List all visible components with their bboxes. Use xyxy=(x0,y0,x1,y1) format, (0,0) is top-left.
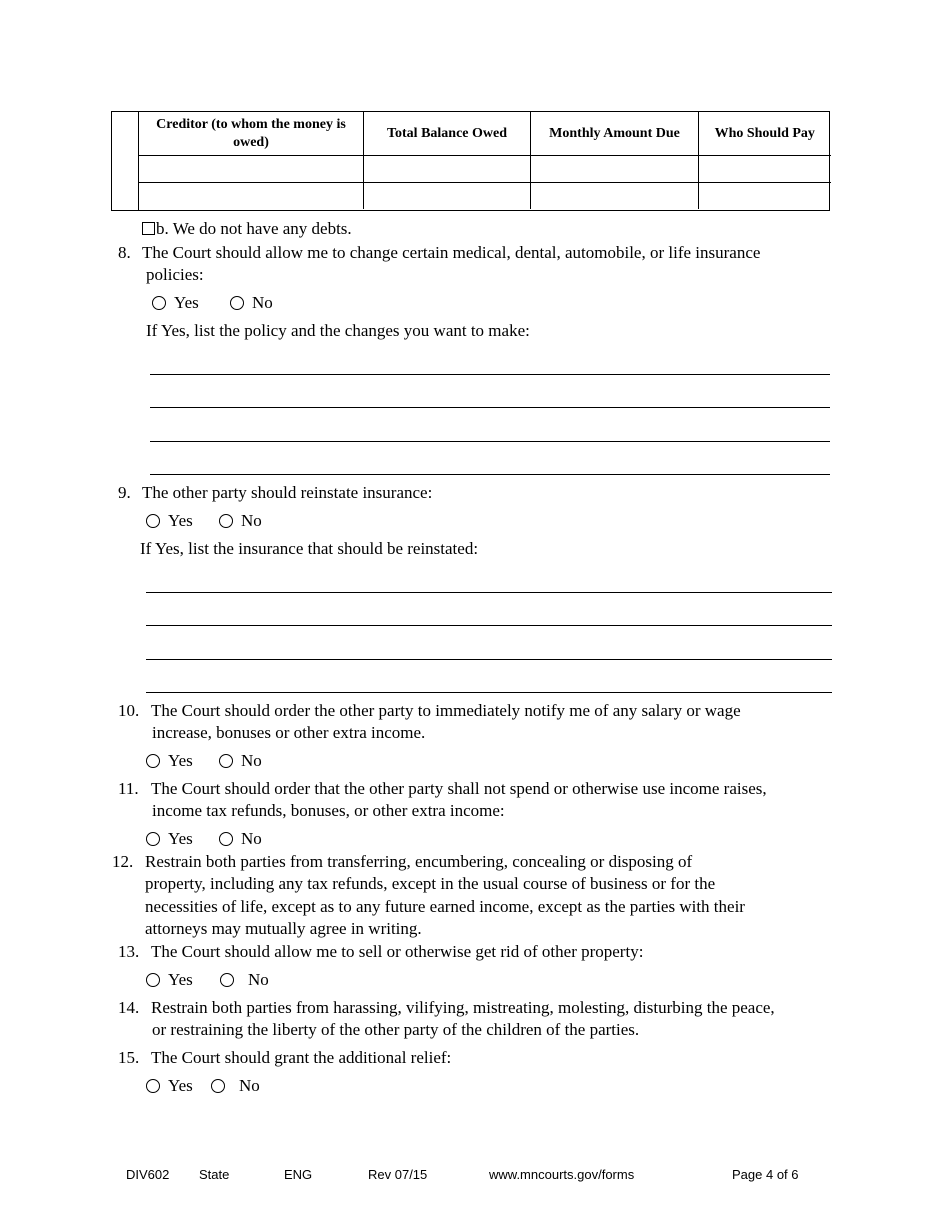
table-cell[interactable] xyxy=(531,183,699,210)
item10-no-label: No xyxy=(241,751,262,770)
item9-answer-line[interactable] xyxy=(146,692,832,693)
item8-number: 8. xyxy=(118,243,131,262)
item8-followup: If Yes, list the policy and the changes you want to make: xyxy=(146,321,530,340)
debts-grid xyxy=(138,112,831,209)
table-header-row xyxy=(139,112,831,156)
item14-number: 14. xyxy=(118,998,140,1017)
item9-text-line1: The other party should reinstate insurance: xyxy=(142,483,433,502)
item12-text-line4: attorneys may mutually agree in writing. xyxy=(145,919,422,938)
table-cell[interactable] xyxy=(139,156,364,183)
table-row xyxy=(139,156,831,183)
item11-text-line1: The Court should order that the other party shall not spend or otherwise use income raises, xyxy=(151,779,767,798)
item15-no-label: No xyxy=(239,1076,260,1095)
item9-answer-line[interactable] xyxy=(146,625,832,626)
item10-text-line2: increase, bonuses or other extra income. xyxy=(152,723,426,742)
footer-language: ENG xyxy=(284,1167,313,1182)
item12-number: 12. xyxy=(112,852,134,871)
item14-text-line1: Restrain both parties from harassing, vilifying, mistreating, molesting, disturbing the peace, xyxy=(151,998,775,1017)
item15-no-radio[interactable] xyxy=(211,1079,225,1093)
item15-yes-radio[interactable] xyxy=(146,1079,160,1093)
item9-number: 9. xyxy=(118,483,131,502)
item13-yes-radio[interactable] xyxy=(146,973,160,987)
item11-yes-label: Yes xyxy=(168,829,193,848)
item8-answer-line[interactable] xyxy=(150,441,830,442)
header-total-balance: Total Balance Owed xyxy=(364,112,531,156)
item10-number: 10. xyxy=(118,701,140,720)
table-cell[interactable] xyxy=(139,183,364,210)
debts-table xyxy=(111,111,830,211)
item8-answer-line[interactable] xyxy=(150,407,830,408)
item13-yes-label: Yes xyxy=(168,970,193,989)
item13-no-radio[interactable] xyxy=(220,973,234,987)
table-checkbox-column xyxy=(112,112,139,210)
item9-answer-line[interactable] xyxy=(146,659,832,660)
item13-text-line1: The Court should allow me to sell or otherwise get rid of other property: xyxy=(151,942,644,961)
item10-yes-radio[interactable] xyxy=(146,754,160,768)
item11-number: 11. xyxy=(118,779,139,798)
item9-yes-label: Yes xyxy=(168,511,193,530)
item13-no-label: No xyxy=(248,970,269,989)
item12-text-line3: necessities of life, except as to any future earned income, except as the parties with their xyxy=(145,897,745,916)
table-cell[interactable] xyxy=(699,156,831,183)
item11-no-label: No xyxy=(241,829,262,848)
header-who-should-pay: Who Should Pay xyxy=(699,112,831,156)
item11-text-line2: income tax refunds, bonuses, or other extra income: xyxy=(152,801,505,820)
item15-text-line1: The Court should grant the additional relief: xyxy=(151,1048,452,1067)
item10-yes-label: Yes xyxy=(168,751,193,770)
item15-yes-label: Yes xyxy=(168,1076,193,1095)
item9-no-label: No xyxy=(241,511,262,530)
item10-no-radio[interactable] xyxy=(219,754,233,768)
footer-form-code: DIV602 xyxy=(126,1167,170,1182)
table-cell[interactable] xyxy=(364,183,531,210)
footer-page-number: Page 4 of 6 xyxy=(732,1167,799,1182)
item8-text-line2: policies: xyxy=(146,265,204,284)
header-creditor: Creditor (to whom the money is owed) xyxy=(139,112,364,156)
no-debts-label: b. We do not have any debts. xyxy=(156,219,352,238)
table-cell[interactable] xyxy=(364,156,531,183)
item8-no-radio[interactable] xyxy=(230,296,244,310)
item9-yes-radio[interactable] xyxy=(146,514,160,528)
item13-number: 13. xyxy=(118,942,140,961)
table-row xyxy=(139,183,831,210)
item15-number: 15. xyxy=(118,1048,140,1067)
item9-no-radio[interactable] xyxy=(219,514,233,528)
footer-jurisdiction: State xyxy=(199,1167,230,1182)
table-cell[interactable] xyxy=(699,183,831,210)
item8-answer-line[interactable] xyxy=(150,474,830,475)
item11-no-radio[interactable] xyxy=(219,832,233,846)
item12-text-line1: Restrain both parties from transferring, encumbering, concealing or disposing of xyxy=(145,852,693,871)
item9-followup: If Yes, list the insurance that should be reinstated: xyxy=(140,539,479,558)
item8-no-label: No xyxy=(252,293,273,312)
item8-yes-label: Yes xyxy=(174,293,199,312)
item11-yes-radio[interactable] xyxy=(146,832,160,846)
item8-yes-radio[interactable] xyxy=(152,296,166,310)
header-monthly-amount: Monthly Amount Due xyxy=(531,112,699,156)
item8-answer-line[interactable] xyxy=(150,374,830,375)
table-cell[interactable] xyxy=(531,156,699,183)
item10-text-line1: The Court should order the other party to immediately notify me of any salary or wage xyxy=(151,701,741,720)
item8-text-line1: The Court should allow me to change certain medical, dental, automobile, or life insurance xyxy=(142,243,761,262)
item9-answer-line[interactable] xyxy=(146,592,832,593)
no-debts-checkbox[interactable] xyxy=(142,222,155,235)
item14-text-line2: or restraining the liberty of the other party of the children of the parties. xyxy=(152,1020,640,1039)
footer-revision: Rev 07/15 xyxy=(368,1167,428,1182)
footer-url[interactable]: www.mncourts.gov/forms xyxy=(489,1167,635,1182)
item12-text-line2: property, including any tax refunds, except in the usual course of business or for the xyxy=(145,874,716,893)
